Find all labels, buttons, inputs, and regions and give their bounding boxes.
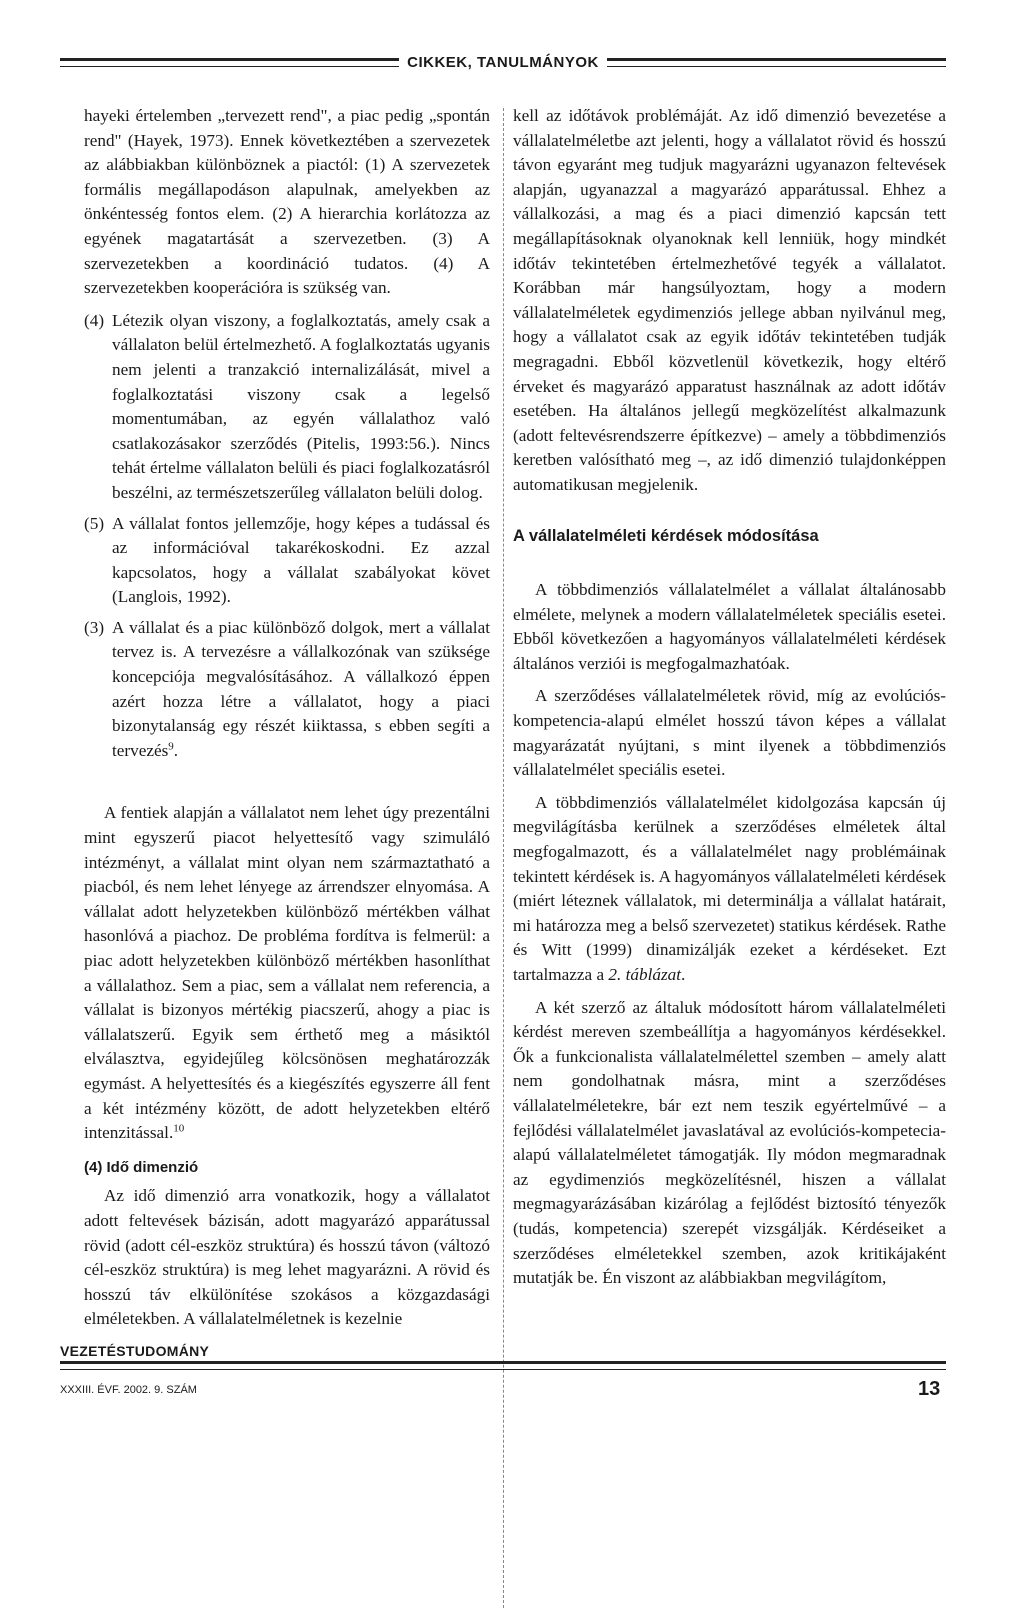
left-column xyxy=(84,104,490,1332)
footnote-marker: 9 xyxy=(168,740,174,753)
page-number: 13 xyxy=(918,1378,941,1400)
body-paragraph: A többdimenziós vállalatelmélet a vállalat általánosabb elmélete, melynek a modern vállalatelméletek speciális esetei. Ebből következően a hagyományos vállalatelméleti kérdések általános verziói is megfogalmazhatóak. xyxy=(513,580,946,673)
body-paragraph-end: . xyxy=(681,965,686,984)
body-paragraph-text: A fentiek alapján a vállalatot nem lehet úgy prezentálni mint egyszerű piacot helyettesítő vagy szimuláló intézményt, a vállalat mint olyan nem származtatható a piacból, és nem lehet lényege az árrendszer elnyomása. A vállalat adott helyzetekben különböző mértékben válhat hasonlóvá a piachoz. De probléma fordítva is felmerül: a piac adott helyzetekben különböző mértékben hasonlíthat a vállalathoz. Sem a piac, sem a vállalat nem referencia, a vállalat is bizonyos mértékig piacszerű, ahogy a piac is vállalatszerű. Egyik sem érthető meg a másiktól elválasztva, egyidejűleg kölcsönösen meghatározzák egymást. A helyettesítés és a kiegészítés egyszerre áll fent a két intézmény között, de adott helyzetekben eltérő intenzitással. xyxy=(84,803,490,1143)
body-paragraph xyxy=(513,791,946,988)
body-paragraph: A szerződéses vállalatelméletek rövid, míg az evolúciós-kompetencia-alapú elmélet hosszú távon képes a vállalat magyarázatát nyújtani, s mint ilyenek a többdimenziós vállalatelmélet speciális esetei. xyxy=(513,686,946,780)
list-number: (5) xyxy=(84,513,105,533)
running-header xyxy=(60,50,946,74)
continued-paragraph: kell az időtávok problémáját. Az idő dimenzió bevezetése a vállalatelméletbe azt jelenti, hogy a vállalatot rövid és hosszú távon egyaránt meg tudjuk magyarázni ugyanazon feltevések alapján, ugyanazzal a magyarázó apparátussal. Ehhez a vállalkozási, a mag és a piaci dimenzió kapcsán tett megállapításoknak olyanoknak kell lenniük, hogy mindkét időtáv tekintetében értelmezhetővé tegyék a vállalatot. Korábban már hangsúlyoztam, hogy a modern vállalatelméletek egydimenziós jellege abban nyilvánul meg, hogy a vállalatot csak az egyik időtáv tekintetében tudják megragadni. Ebből közvetlenül következik, hogy eltérő érveket és magyarázó apparatust használnak az adott időtáv esetében. Ha általános jellegű megközelítést alkalmazunk (adott feltevésrendszerre építkezve) – amely a többdimenziós keretben valósítható meg –, az idő dimenzió tulajdonképpen automatikusan megjelenik. xyxy=(513,106,946,494)
list-text-tail: . xyxy=(173,740,179,760)
body-paragraph-text: A többdimenziós vállalatelmélet kidolgozása kapcsán új megvilágításba kerülnek a szerződéses elméletek által megfogalmazott, és a vállalatelmélet nagy problémáinak tekintett kérdések is. A hagyományos vállalatelméleti kérdések (miért léteznek vállalatok, mi determinálja a vállalat határait, mi határozza meg a belső szervezetet) statikus kérdések. Rathe és Witt (1999) dinamizálják ezeket a kérdéseket. Ezt tartalmazza a xyxy=(513,792,946,984)
list-text: A vállalat fontos jellemzője, hogy képes a tudással és az információval takarékoskodni. Ez azzal kapcsolatos, hogy a vállalat szabályokat követ (Langlois, 1992). xyxy=(112,513,490,607)
footnote-marker: 10 xyxy=(173,1122,185,1135)
table-reference: 2. táblázat xyxy=(608,965,681,984)
subheading-paragraph: Az idő dimenzió arra vonatkozik, hogy a vállalatot adott feltevések bázisán, adott magyarázó apparátussal rövid (adott cél-eszköz struktúra) és hosszú távon (változó cél-eszköz struktúra) is meg lehet magyarázni. A rövid és hosszú táv elkülönítése szokásos a közgazdasági elméletekben. A vállalatelméletnek is kezelnie xyxy=(84,1186,490,1329)
column-divider xyxy=(503,108,504,1608)
list-number: (4) xyxy=(84,310,105,330)
header-rule-right xyxy=(607,58,946,67)
section-heading: A vállalatelméleti kérdések módosítása xyxy=(513,526,819,545)
list-text-body: A vállalat és a piac különböző dolgok, mert a vállalat tervez is. A tervezésre a vállalkozónak van szüksége koncepciója megvalósításához. A vállalkozó éppen azért hozza létre a vállalatot, hogy a piaci bizonytalanság egy részét kiiktassa, s ebben segíti a tervezés xyxy=(112,617,490,760)
body-paragraph xyxy=(84,801,490,1145)
right-column xyxy=(513,104,946,1299)
list-item xyxy=(84,512,490,610)
section-title-header: CIKKEK, TANULMÁNYOK xyxy=(407,53,599,71)
footer-rule xyxy=(60,1361,946,1370)
list-item xyxy=(84,309,490,506)
intro-paragraph: hayeki értelemben „tervezett rend", a piac pedig „spontán rend" (Hayek, 1973). Ennek következtében a szervezetek az alábbiakban különböznek a piactól: (1) A szervezetek formális megállapodáson alapulnak, amelyekben az önkéntesség fontos elem. (2) A hierarchia korlátozza az egyének magatartását a szervezetben. (3) A szervezetekben a koordináció tudatos. (4) A szervezetekben kooperációra is szükség van. xyxy=(84,106,490,298)
list-text xyxy=(112,616,490,764)
body-paragraph: A két szerző az általuk módosított három vállalatelméleti kérdést mereven szembeállítja a hagyományos kérdésekkel. Ők a funkcionalista vállalatelmélettel szemben – amely alatt nem gondolhatnak másra, mint a szerződéses vállalatelméletekre, bár ezt nem teszik egyértelművé – a fejlődési vállalatelmélet javaslatával az evolúciós-kompetecia-alapú vállalatelméletet támogatják. Ily módon megmaradnak az egydimenziós megközelítésnél, hiszen a vállalat megmagyarázásában kizárólag a fejlődést biztosító tényezők (tudás, kompetencia) szerepét vizsgálják. Kérdéseiket a szerződéses elméletekkel szemben, azok kritikájaként mutatják be. Én viszont az alábbiakban megvilágítom, xyxy=(513,997,946,1288)
list-text: Létezik olyan viszony, a foglalkoztatás, amely csak a vállalaton belül értelmezhető. A foglalkoztatás ugyanis nem jelenti a tranzakció internalizálását, mivel a foglalkoztatási viszony csak a legelső momentumában, az egyén vállalathoz való csatlakozásakor szerződés (Pitelis, 1993:56.). Nincs tehát értelme vállalaton belüli és piaci foglalkozatásról beszélni, az természetszerűleg vállalaton belüli dolog. xyxy=(112,310,490,502)
journal-name: VEZETÉSTUDOMÁNY xyxy=(60,1343,210,1359)
issue-info: XXXIII. ÉVF. 2002. 9. SZÁM xyxy=(60,1384,197,1396)
list-item xyxy=(84,616,490,764)
subheading: (4) Idő dimenzió xyxy=(84,1158,199,1176)
header-rule-left xyxy=(60,58,399,67)
list-number: (3) xyxy=(84,617,105,637)
